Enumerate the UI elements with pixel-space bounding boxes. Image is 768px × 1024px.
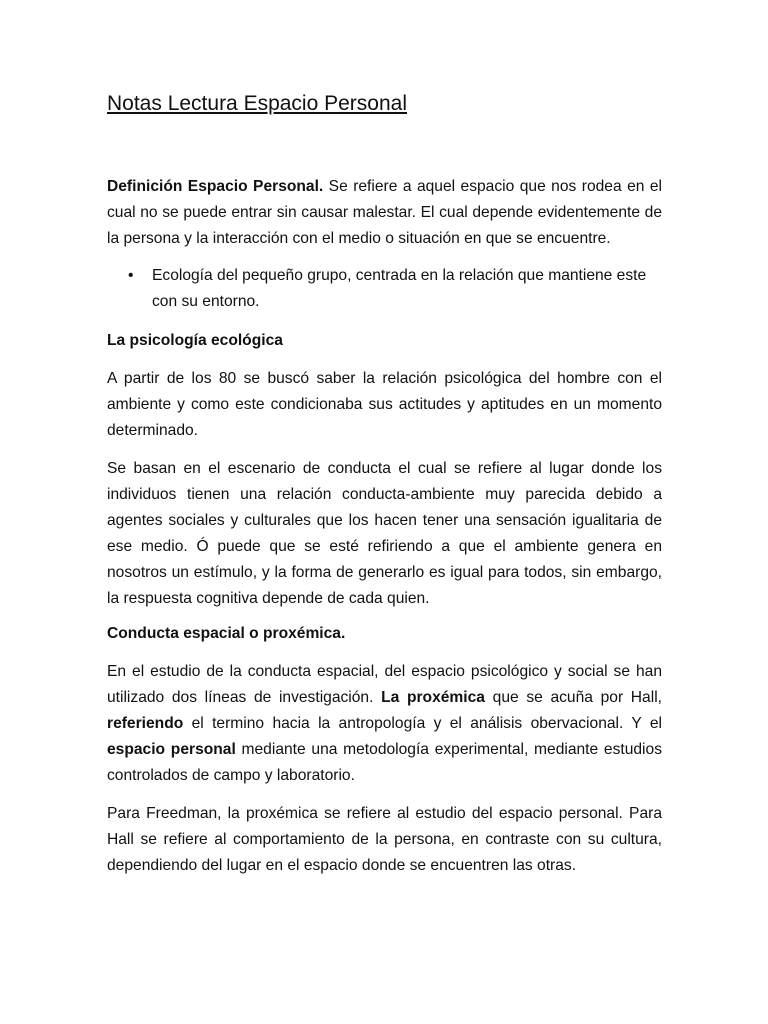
paragraph-ecologica: A partir de los 80 se buscó saber la relación psicológica del hombre con el ambiente y como este condicionaba sus actitudes y aptitudes en un momento determinado. — [107, 370, 662, 439]
bullet-item — [128, 263, 662, 315]
definition-lead: Definición Espacio Personal. — [107, 178, 324, 195]
bold-referiendo: referiendo — [107, 715, 184, 732]
text-segment: el termino hacia la antropología y el análisis obervacional. Y el — [183, 715, 662, 732]
definition-text: Se refiere a aquel espacio que nos rodea en el cual no se puede entrar sin causar malestar. El cual depende evidentemente de la persona y la interacción con el medio o situación en que se encuentre. — [107, 178, 662, 247]
heading-psicologia-ecologica: La psicología ecológica — [107, 332, 283, 349]
text-segment: En el estudio de la conducta espacial, del espacio psicológico y social se han utilizado dos líneas de investigación. — [107, 663, 662, 706]
heading-conducta-espacial: Conducta espacial o proxémica. — [107, 625, 346, 642]
paragraph-freedman: Para Freedman, la proxémica se refiere al estudio del espacio personal. Para Hall se refiere al comportamiento de la persona, en contraste con su cultura, dependiendo del lugar en el espacio donde se encuentren las otras. — [107, 805, 662, 874]
text-segment: que se acuña por Hall, — [484, 689, 662, 706]
paragraph-conducta — [107, 659, 662, 789]
bullet-icon: • — [128, 267, 134, 284]
paragraph-definition — [107, 174, 662, 252]
text-segment: mediante una metodología experimental, mediante estudios controlados de campo y laboratorio. — [107, 741, 662, 784]
bold-proxemica: La proxémica — [381, 689, 485, 706]
bold-espacio-personal: espacio personal — [107, 741, 236, 758]
document-title: Notas Lectura Espacio Personal — [107, 92, 407, 115]
paragraph-escenario: Se basan en el escenario de conducta el cual se refiere al lugar donde los individuos tienen una relación conducta-ambiente muy parecida debido a agentes sociales y culturales que los hacen tener una sensación igualitaria de ese medio. Ó puede que se esté refiriendo a que el ambiente genera en nosotros un estímulo, y la forma de generarlo es igual para todos, sin embargo, la respuesta cognitiva depende de cada quien. — [107, 460, 662, 607]
bullet-text: Ecología del pequeño grupo, centrada en la relación que mantiene este con su entorno. — [152, 267, 647, 310]
